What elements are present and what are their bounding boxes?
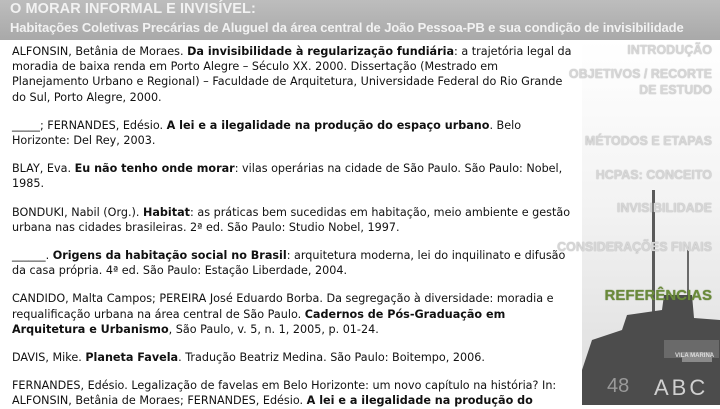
nav-invisibilidade[interactable]: INVISIBILIDADE <box>616 201 712 215</box>
nav-referencias[interactable]: REFERÊNCIAS <box>604 287 712 304</box>
sign-vila-marina: VILA MARINA <box>675 353 715 359</box>
nav-introducao[interactable]: INTRODUÇÃO <box>627 43 712 57</box>
photo-letters: ABC <box>654 375 709 400</box>
reference-item: BONDUKI, Nabil (Org.). Habitat: as práticas bem sucedidas em habitação, meio ambiente e gestão urbana nas cidades brasileiras. 2ª ed. São Paulo: Studio Nobel, 1997. <box>12 205 571 234</box>
references-list <box>12 44 572 408</box>
header-bar <box>0 0 720 40</box>
presentation-title: O MORAR INFORMAL E INVISÍVEL: <box>10 1 256 17</box>
photo-number: 48 <box>607 375 630 397</box>
reference-item: ALFONSIN, Betânia de Moraes. Da invisibilidade à regularização fundiária: a trajetória legal da moradia de baixa renda em Porto Alegre – Século XX. 2000. Dissertação (Mestrado em Planejamento Urbano e Regional) – Faculdade de Arquitetura, Universidade Federal do Rio Grande do Sul, Porto Alegre, 2000. <box>12 45 572 104</box>
nav-consideracoes-finais[interactable]: CONSIDERAÇÕES FINAIS <box>557 240 712 254</box>
presentation-subtitle: Habitações Coletivas Precárias de Aluguel da área central de João Pessoa-PB e sua condição de invisibilidade <box>10 20 684 35</box>
reference-item: CANDIDO, Malta Campos; PEREIRA José Eduardo Borba. Da segregação à diversidade: moradia e requalificação urbana na área central de São Paulo. Cadernos de Pós-Graduação em Arquitetura e Urbanismo, São Paulo, v. 5, n. 1, 2005, p. 01-24. <box>12 292 554 336</box>
nav-hcpas-conceito[interactable]: HCPAS: CONCEITO <box>595 168 712 182</box>
nav-metodos-etapas[interactable]: MÉTODOS E ETAPAS <box>584 134 712 148</box>
reference-item: DAVIS, Mike. Planeta Favela. Tradução Beatriz Medina. São Paulo: Boitempo, 2006. <box>12 351 485 365</box>
reference-item: _____; FERNANDES, Edésio. A lei e a ilegalidade na produção do espaço urbano. Belo Horizonte: Del Rey, 2003. <box>12 118 522 148</box>
nav-objetivos-recorte[interactable]: OBJETIVOS / RECORTE <box>568 67 712 81</box>
nav-de-estudo[interactable]: DE ESTUDO <box>639 83 712 97</box>
reference-item: BLAY, Eva. Eu não tenho onde morar: vilas operárias na cidade de São Paulo. São Paulo: Nobel, 1985. <box>12 162 563 191</box>
navigation-sidebar <box>557 40 720 405</box>
reference-item: FERNANDES, Edésio. Legalização de favelas em Belo Horizonte: um novo capítulo na história? In: ALFONSIN, Betânia de Moraes; FERNANDES, Edésio. A lei e a ilegalidade na produção do <box>12 379 557 408</box>
reference-item: ______. Origens da habitação social no Brasil: arquitetura moderna, lei do inquilinato e difusão da casa própria. 4ª ed. São Paulo: Estação Liberdade, 2004. <box>12 249 566 278</box>
